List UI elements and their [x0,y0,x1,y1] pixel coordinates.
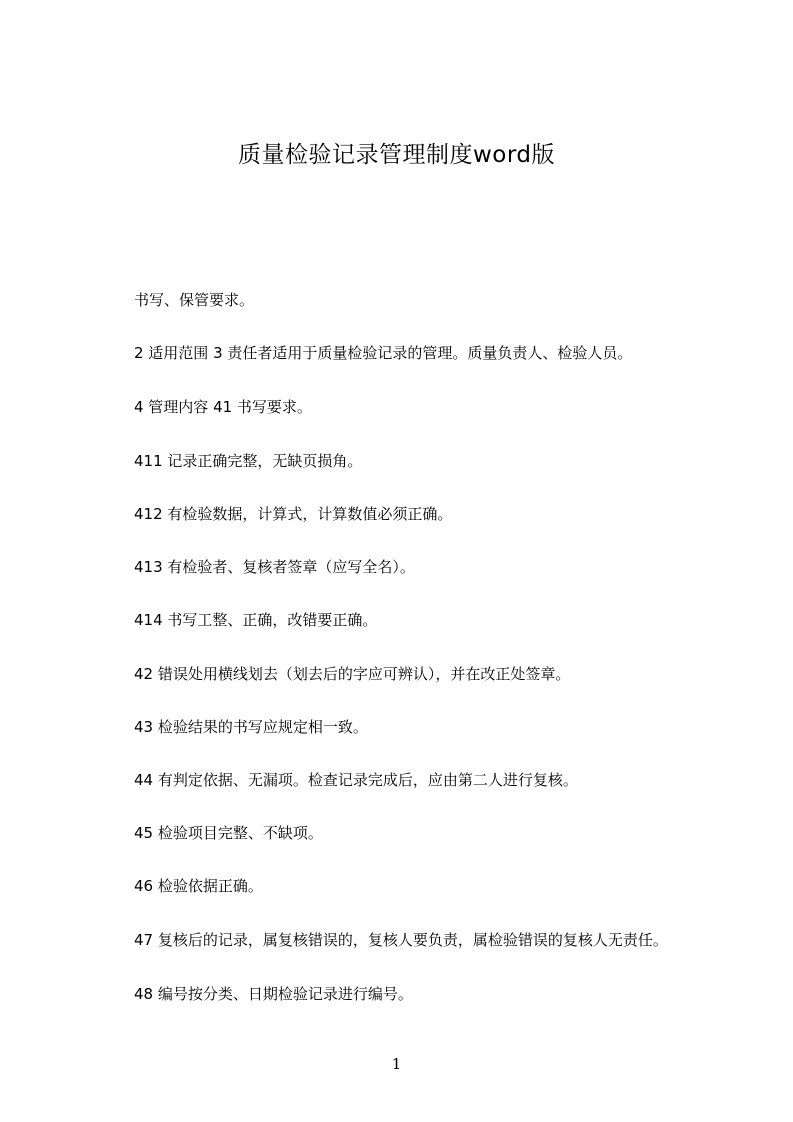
paragraph: 414 书写工整、正确，改错要正确。 [134,611,378,629]
paragraph: 413 有检验者、复核者签章（应写全名）。 [134,558,415,576]
paragraph: 书写、保管要求。 [134,291,255,309]
paragraph: 45 检验项目完整、不缺项。 [134,824,323,842]
paragraph: 48 编号按分类、日期检验记录进行编号。 [134,985,413,1003]
paragraph: 42 错误处用横线划去（划去后的字应可辨认），并在改正处签章。 [134,665,571,683]
paragraph: 44 有判定依据、无漏项。检查记录完成后，应由第二人进行复核。 [134,771,578,789]
paragraph: 2 适用范围 3 责任者适用于质量检验记录的管理。质量负责人、检验人员。 [134,344,633,362]
document-title: 质量检验记录管理制度word版 [237,142,556,168]
paragraph: 411 记录正确完整，无缺页损角。 [134,452,363,470]
page-number: 1 [391,1055,402,1073]
paragraph: 4 管理内容 41 书写要求。 [134,398,312,416]
paragraph: 47 复核后的记录，属复核错误的，复核人要负责，属检验错误的复核人无责任。 [134,931,668,949]
paragraph: 412 有检验数据，计算式，计算数值必须正确。 [134,505,453,523]
paragraph: 46 检验依据正确。 [134,877,263,895]
paragraph: 43 检验结果的书写应规定相一致。 [134,718,368,736]
